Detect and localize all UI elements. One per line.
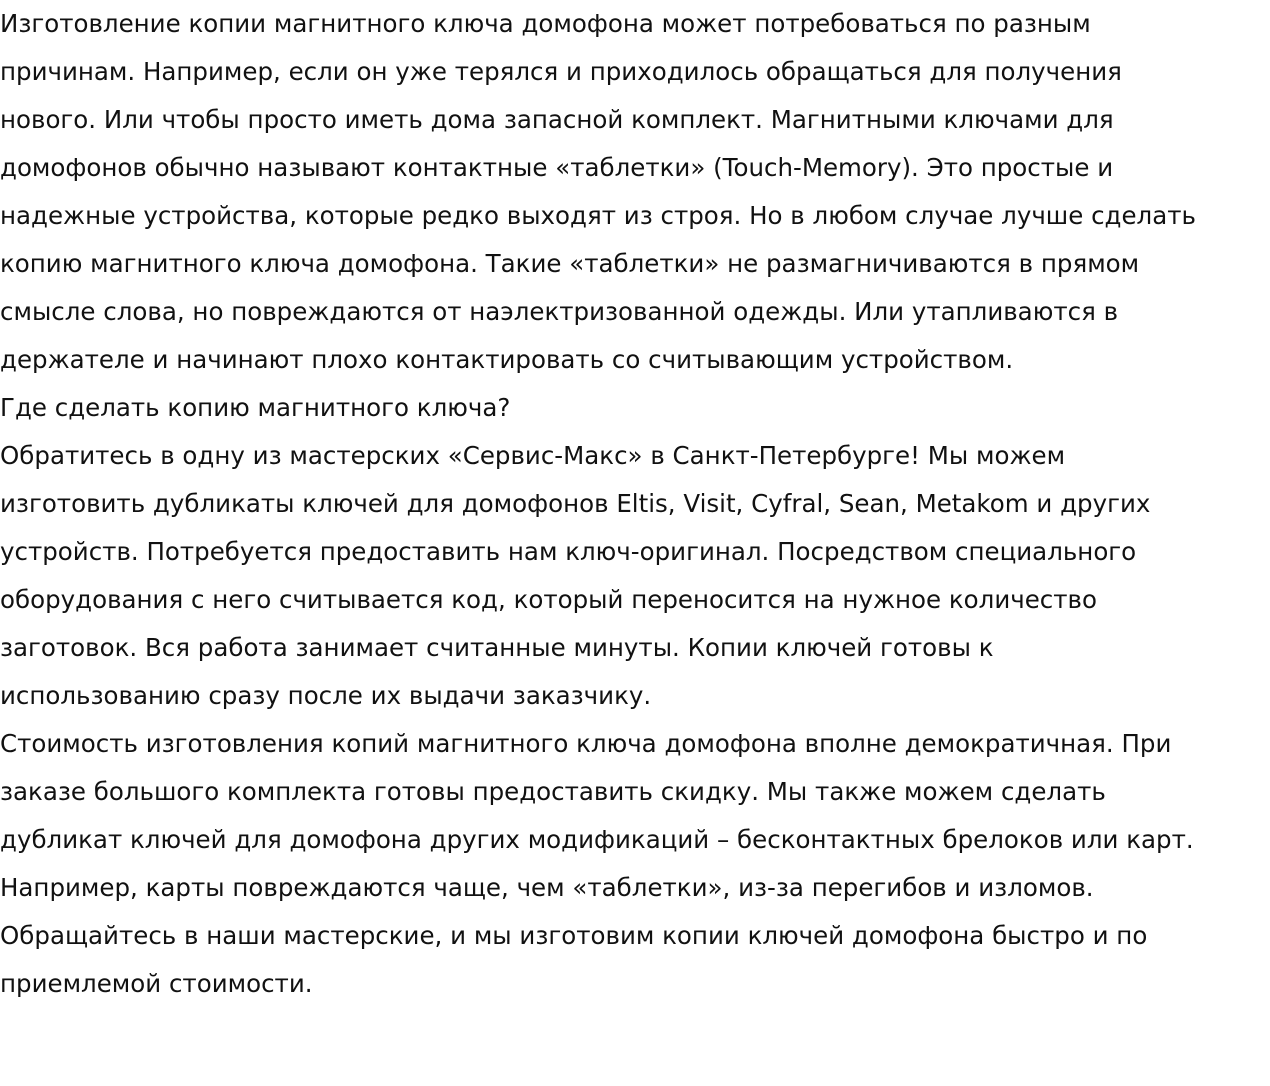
paragraph-intro (0, 0, 1270, 384)
text-line: Стоимость изготовления копий магнитного ключа домофона вполне демократичная. При (0, 729, 1172, 758)
text-line: Обратитесь в одну из мастерских «Сервис-Макс» в Санкт-Петербурге! Мы можем (0, 441, 1066, 470)
text-line: домофонов обычно называют контактные «таблетки» (Touch-Memory). Это простые и (0, 153, 1114, 182)
text-line: Изготовление копии магнитного ключа домофона может потребоваться по разным (0, 9, 1091, 38)
text-line: Например, карты повреждаются чаще, чем «таблетки», из-за перегибов и изломов. (0, 873, 1094, 902)
text-line: заказе большого комплекта готовы предоставить скидку. Мы также можем сделать (0, 777, 1106, 806)
text-line: причинам. Например, если он уже терялся и приходилось обращаться для получения (0, 57, 1122, 86)
paragraph-pricing (0, 720, 1270, 1008)
text-line: Обращайтесь в наши мастерские, и мы изготовим копии ключей домофона быстро и по (0, 921, 1148, 950)
text-line: надежные устройства, которые редко выходят из строя. Но в любом случае лучше сделать (0, 201, 1196, 230)
text-line: заготовок. Вся работа занимает считанные минуты. Копии ключей готовы к (0, 633, 994, 662)
text-line: приемлемой стоимости. (0, 969, 313, 998)
text-line: дубликат ключей для домофона других модификаций – бесконтактных брелоков или карт. (0, 825, 1194, 854)
text-line: устройств. Потребуется предоставить нам ключ-оригинал. Посредством специального (0, 537, 1137, 566)
text-line: оборудования с него считывается код, который переносится на нужное количество (0, 585, 1097, 614)
text-line: смысле слова, но повреждаются от наэлектризованной одежды. Или утапливаются в (0, 297, 1119, 326)
text-line: изготовить дубликаты ключей для домофонов Eltis, Visit, Cyfral, Sean, Metakom и других (0, 489, 1151, 518)
text-line: нового. Или чтобы просто иметь дома запасной комплект. Магнитными ключами для (0, 105, 1114, 134)
text-line: копию магнитного ключа домофона. Такие «таблетки» не размагничиваются в прямом (0, 249, 1140, 278)
text-line: держателе и начинают плохо контактировать со считывающим устройством. (0, 345, 1014, 374)
paragraph-service (0, 432, 1270, 720)
text-line: использованию сразу после их выдачи заказчику. (0, 681, 652, 710)
section-heading: Где сделать копию магнитного ключа? (0, 393, 511, 422)
